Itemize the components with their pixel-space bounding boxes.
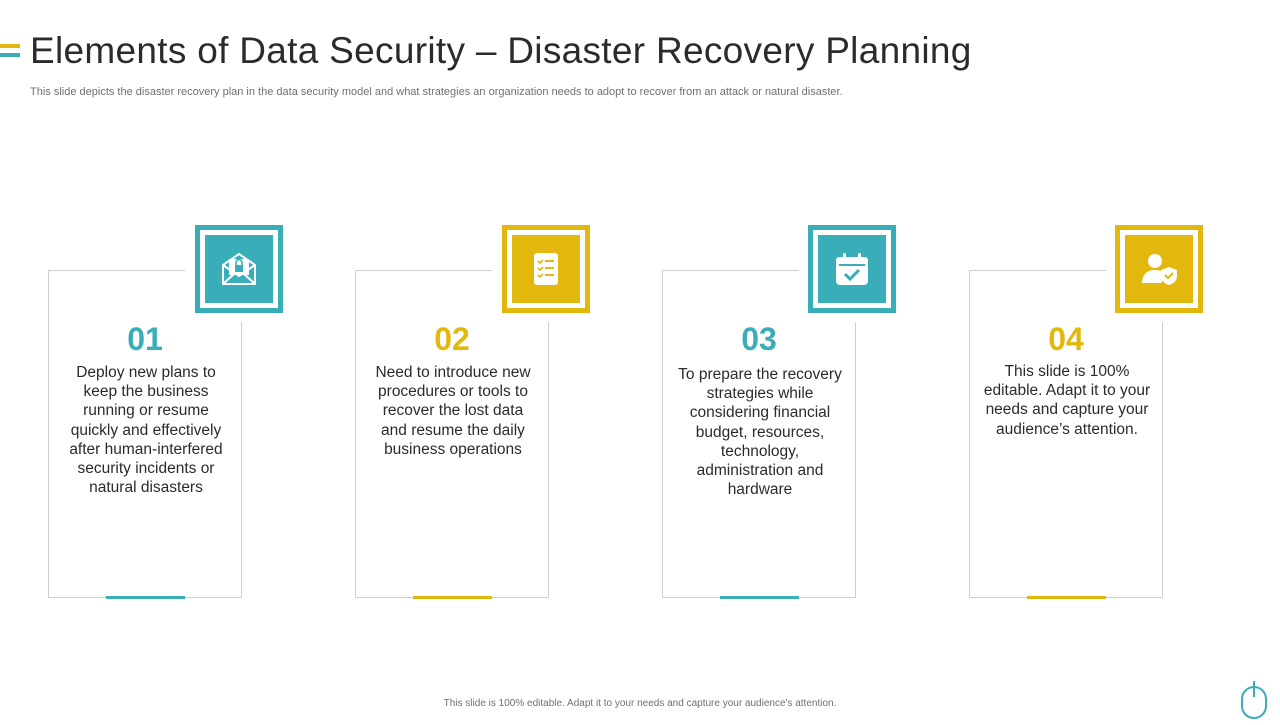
- card-03: [662, 270, 856, 598]
- card-bottom-accent: [720, 596, 799, 599]
- card-04-icon-frame: [1115, 225, 1203, 313]
- card-02-icon-frame: [502, 225, 590, 313]
- card-01: [48, 270, 242, 598]
- checklist-icon: [512, 235, 580, 303]
- card-number: 02: [434, 321, 470, 357]
- card-bottom-accent: [106, 596, 185, 599]
- page-title: Elements of Data Security – Disaster Recovery Planning: [30, 30, 972, 71]
- card-number: 01: [127, 321, 163, 357]
- secure-email-icon: [205, 235, 273, 303]
- title-accent-bar-bottom: [0, 53, 20, 57]
- card-description: Deploy new plans to keep the business running or resume quickly and effectively after human-interfered security incidents or natural disasters: [69, 364, 223, 497]
- card-number: 03: [741, 321, 777, 357]
- mouse-icon: [1238, 679, 1270, 725]
- card-bottom-accent: [413, 596, 492, 599]
- footer-note: This slide is 100% editable. Adapt it to your needs and capture your audience's attention.: [443, 698, 837, 709]
- card-bottom-accent: [1027, 596, 1106, 599]
- card-number: 04: [1048, 321, 1084, 357]
- card-description: To prepare the recovery strategies while considering financial budget, resources, technology, administration and hardware: [678, 366, 842, 499]
- calendar-check-icon: [818, 235, 886, 303]
- title-accent-bar-top: [0, 44, 20, 48]
- card-01-icon-frame: [195, 225, 283, 313]
- card-description: This slide is 100% editable. Adapt it to your needs and capture your audience’s attention.: [983, 363, 1151, 438]
- user-shield-icon: [1125, 235, 1193, 303]
- card-description: Need to introduce new procedures or tools to recover the lost data and resume the daily business operations: [375, 364, 531, 458]
- card-04: [969, 270, 1163, 598]
- card-03-icon-frame: [808, 225, 896, 313]
- page-subtitle: This slide depicts the disaster recovery plan in the data security model and what strategies an organization needs to adopt to recover from an attack or natural disaster.: [30, 86, 843, 98]
- card-02: [355, 270, 549, 598]
